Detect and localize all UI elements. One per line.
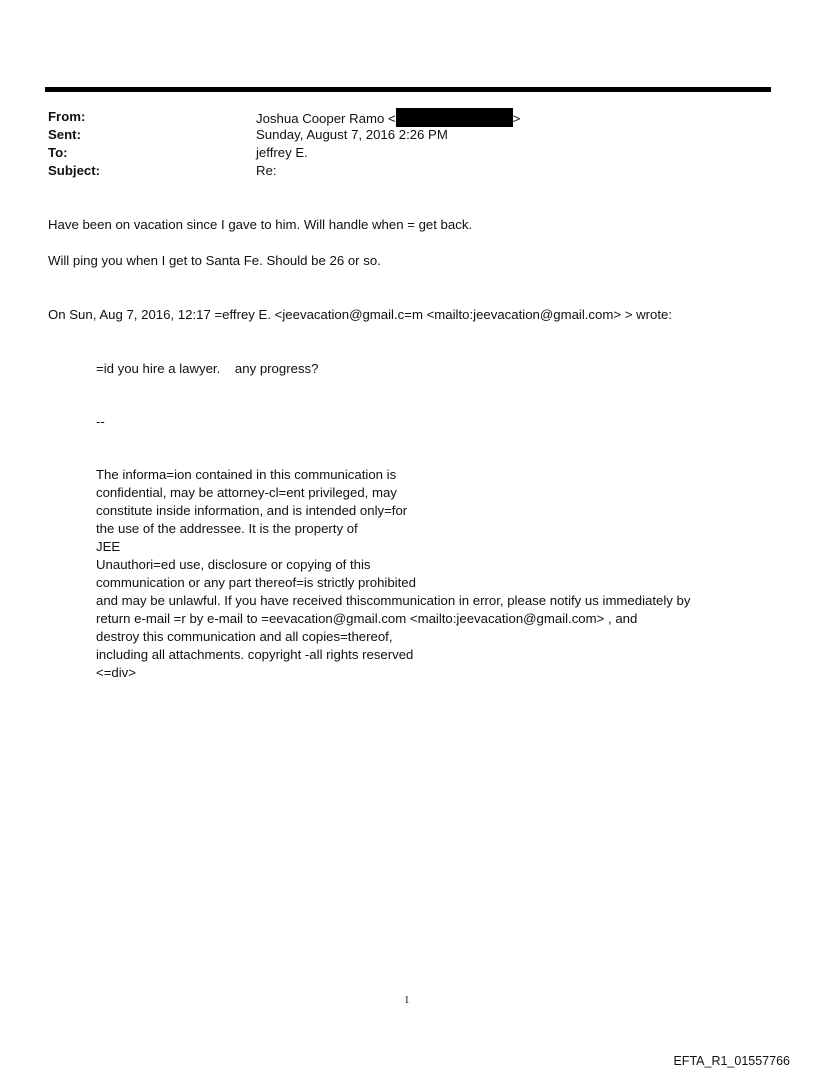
- body-line-1: Have been on vacation since I gave to him. Will handle when = get back.: [48, 217, 473, 232]
- sent-label: Sent:: [48, 127, 81, 142]
- disclaimer-line: destroy this communication and all copies=thereof,: [96, 629, 393, 644]
- to-label: To:: [48, 145, 68, 160]
- disclaimer-line: confidential, may be attorney-cl=ent privileged, may: [96, 485, 397, 500]
- from-value: [256, 108, 520, 128]
- subject-label: Subject:: [48, 163, 101, 178]
- from-label: From:: [48, 109, 86, 124]
- body-line-2: Will ping you when I get to Santa Fe. Should be 26 or so.: [48, 253, 381, 268]
- quote-intro: On Sun, Aug 7, 2016, 12:17 =effrey E. <jeevacation@gmail.c=m <mailto:jeevacation@gmail.com> > wrote:: [48, 307, 672, 322]
- from-close: >: [512, 111, 521, 126]
- signature-dash: --: [96, 414, 105, 429]
- disclaimer-line: The informa=ion contained in this communication is: [96, 467, 397, 482]
- page-number: 1: [404, 994, 410, 1006]
- header-rule: [45, 87, 771, 92]
- disclaimer-line: return e-mail =r by e-mail to =eevacation@gmail.com <mailto:jeevacation@gmail.com> , and: [96, 611, 638, 626]
- sent-value: Sunday, August 7, 2016 2:26 PM: [256, 127, 448, 142]
- from-name: Joshua Cooper Ramo <: [256, 111, 396, 126]
- disclaimer-line: <=div>: [96, 665, 136, 680]
- to-value: jeffrey E.: [256, 145, 308, 160]
- disclaimer-line: the use of the addressee. It is the property of: [96, 521, 358, 536]
- document-id: EFTA_R1_01557766: [673, 1054, 790, 1068]
- disclaimer-block: [96, 466, 690, 682]
- quoted-question: =id you hire a lawyer. any progress?: [96, 361, 319, 376]
- disclaimer-line: and may be unlawful. If you have received thiscommunication in error, please notify us immediately by: [96, 593, 691, 608]
- disclaimer-line: including all attachments. copyright -all rights reserved: [96, 647, 414, 662]
- disclaimer-line: Unauthori=ed use, disclosure or copying of this: [96, 557, 371, 572]
- disclaimer-line: communication or any part thereof=is strictly prohibited: [96, 575, 416, 590]
- disclaimer-line: constitute inside information, and is intended only=for: [96, 503, 408, 518]
- subject-value: Re:: [256, 163, 277, 178]
- redaction-box: [396, 108, 513, 127]
- disclaimer-line: JEE: [96, 539, 121, 554]
